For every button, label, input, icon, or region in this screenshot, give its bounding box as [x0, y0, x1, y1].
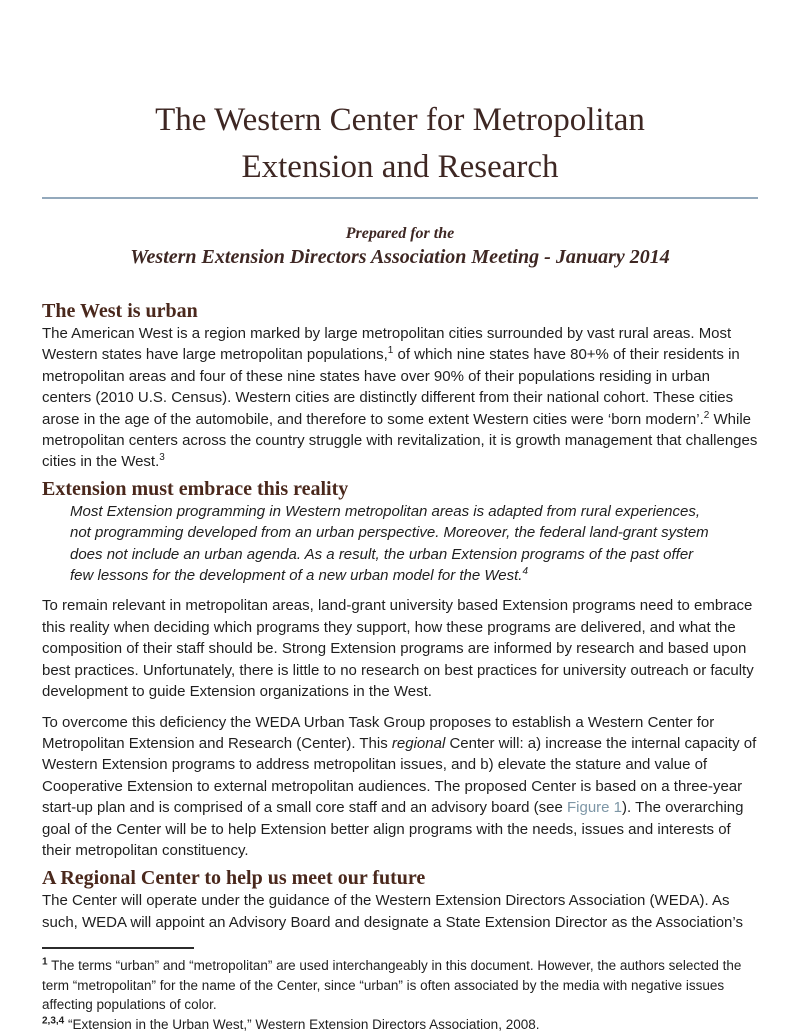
heading-extension-reality: Extension must embrace this reality: [42, 477, 349, 500]
paragraph-overcome-deficiency: [42, 712, 758, 862]
body-text: of which nine states have 80+% of their residents in metropolitan areas and four of these nine states have over 90% of their populations residing in urban centers (2010 U.S. Census). Western cities are distinctly different from their national cohort. These cities arose in the age of the automobile, and therefore to some extent Western cities were ‘born modern’.: [42, 346, 740, 428]
heading-regional-center: A Regional Center to help us meet our future: [42, 867, 426, 890]
body-text: Center will: a) increase the internal capacity of Western Extension programs to address metropolitan issues, and b) elevate the stature and value of Cooperative Extension to external metropolitan audiences. The proposed Center is based on a three-year start-up plan and is comprised of a small core staff and an advisory board (see: [42, 734, 757, 817]
paragraph-regional-center: The Center will operate under the guidance of the Western Extension Directors Association (WEDA). As such, WEDA will appoint an Advisory Board and designate a State Extension Director as the Association’s: [42, 892, 743, 931]
footnote-1-marker: 1: [42, 956, 48, 968]
subtitle-prepared-for: Prepared for the: [345, 225, 455, 242]
subtitle-meeting-title: Western Extension Directors Association Meeting - January 2014: [130, 246, 670, 268]
footnote-1: [42, 956, 758, 1015]
footnotes-block: [42, 947, 758, 1034]
footnote-1-text: The terms “urban” and “metropolitan” are used interchangeably in this document. However, the authors selected the term “metropolitan” for the name of the Center, since “urban” is often associated by the media with negative issues affecting populations of color.: [42, 958, 742, 1013]
heading-west-is-urban: The West is urban: [42, 300, 198, 322]
footnote-2: [42, 1015, 758, 1035]
document-title-line2: Extension and Research: [241, 149, 559, 185]
pull-quote: [42, 501, 758, 587]
quote-text: Most Extension programming in Western metropolitan areas is adapted from rural experiences, not programming developed from an urban perspective. Moreover, the federal land-grant system does not include an urban agenda. As a result, the urban Extension programs of the past offer few lessons for the development of a new urban model for the West.: [70, 502, 709, 585]
figure-1-reference-link[interactable]: Figure 1: [567, 799, 623, 817]
body-text: ). The overarching goal of the Center will be to help Extension better align programs with the needs, issues and interests of their metropolitan constituency.: [42, 799, 744, 859]
body-text: While metropolitan centers across the country struggle with revitalization, it is growth management that challenges cities in the West.: [42, 410, 758, 471]
emphasis-regional: regional: [391, 734, 446, 752]
body-text: To overcome this deficiency the WEDA Urban Task Group proposes to establish a Western Center for Metropolitan Extension and Research (Center). This: [42, 713, 715, 752]
body-text: The American West is a region marked by large metropolitan cities surrounded by vast rural areas. Most Western states have large metropolitan populations,: [42, 325, 732, 364]
footnote-ref-4: 4: [522, 566, 529, 578]
footnote-divider-rule: [42, 947, 194, 949]
subtitle-block: [42, 223, 758, 271]
footnote-ref-2: 2: [703, 409, 710, 421]
document-title-line1: The Western Center for Metropolitan: [155, 102, 645, 138]
footnote-ref-1: 1: [387, 345, 394, 357]
paragraph-west-overview: [42, 323, 758, 473]
footnote-ref-3: 3: [159, 452, 165, 464]
footnote-2-marker: 2,3,4: [42, 1015, 65, 1027]
title-divider-rule: [42, 197, 758, 199]
footnote-2-text: “Extension in the Urban West,” Western Extension Directors Association, 2008.: [64, 1016, 540, 1032]
paragraph-remain-relevant: To remain relevant in metropolitan areas, land-grant university based Extension programs need to embrace this reality when deciding which programs they support, how these programs are delivered, and what the composition of their staff should be. Strong Extension programs are informed by research and based upon best practices. Unfortunately, there is little to no research on best practices for university outreach or faculty development to guide Extension organizations in the West.: [42, 597, 754, 701]
